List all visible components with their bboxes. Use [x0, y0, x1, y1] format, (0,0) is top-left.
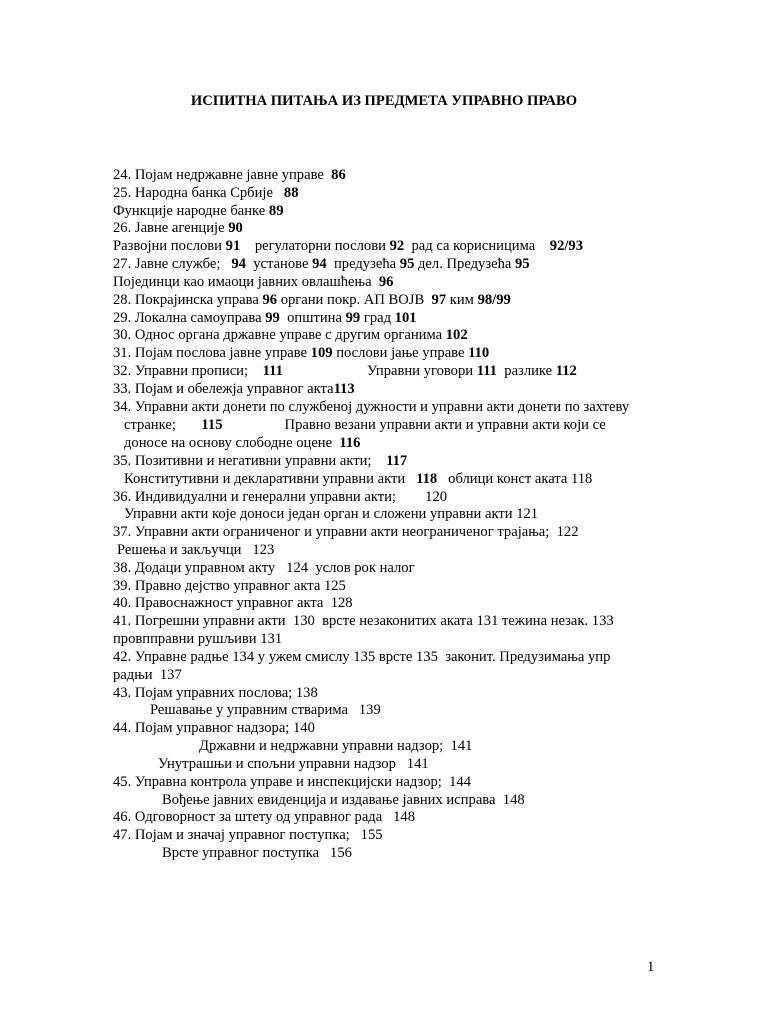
- question-line: [113, 523, 579, 541]
- page-reference: 118: [416, 471, 438, 487]
- page-reference: 94: [231, 256, 246, 272]
- question-text: 31. Појам послова јавне управе: [113, 345, 311, 361]
- page-reference: 111: [262, 363, 283, 379]
- question-text: Управни акти које доноси један орган и сложени управни акти 121: [124, 506, 539, 522]
- question-line: [113, 398, 629, 416]
- question-line: [113, 773, 471, 791]
- question-text: послови јање управе: [332, 345, 469, 361]
- page-reference: 90: [228, 220, 243, 236]
- page-reference: 111: [476, 363, 497, 379]
- question-line: [113, 166, 346, 184]
- page-reference: 97: [431, 292, 447, 308]
- question-text: 39. Правно дејство управног акта 125: [113, 578, 346, 594]
- page-reference: 99: [265, 310, 280, 326]
- question-text: регулаторни послови: [240, 238, 390, 254]
- page-reference: 92/93: [549, 238, 584, 254]
- question-text: 33. Појам и обележја управног акта: [113, 381, 334, 397]
- question-text: 37. Управни акти ограниченог и управни акти неограниченог трајања; 122: [113, 524, 579, 540]
- question-text: Вођење јавних евиденција и издавање јавних исправа 148: [162, 792, 525, 808]
- question-text: провпправни рушљиви 131: [113, 631, 283, 647]
- page-reference: 89: [268, 203, 284, 219]
- page-reference: 92: [389, 238, 405, 254]
- page-reference: 115: [201, 417, 223, 433]
- question-line: [113, 255, 530, 273]
- page-number: 1: [647, 959, 655, 975]
- question-line: [113, 344, 489, 362]
- question-line: [199, 737, 472, 755]
- question-text: 27. Јавне службе;: [113, 256, 232, 272]
- question-text: 34. Управни акти донети по службеној дужности и управни акти донети по захтеву: [113, 399, 630, 415]
- question-text: 47. Појам и значај управног поступка; 155: [113, 827, 383, 843]
- page-reference: 99: [345, 310, 361, 326]
- page-reference: 117: [386, 453, 408, 469]
- page-reference: 112: [555, 363, 577, 379]
- question-line: [113, 452, 407, 470]
- question-line: [150, 701, 381, 719]
- document-title: ИСПИТНА ПИТАЊА ИЗ ПРЕДМЕТА УПРАВНО ПРАВО: [190, 93, 578, 109]
- question-line: [117, 541, 274, 559]
- page-reference: 98/99: [477, 292, 511, 308]
- question-line: [124, 416, 606, 434]
- question-text: 24. Појам недржавне јавне управе: [113, 167, 332, 183]
- question-text: предузећа: [326, 256, 400, 272]
- question-text: 41. Погрешни управни акти 130 врсте незаконитих аката 131 тежина незак. 133: [113, 613, 614, 629]
- question-line: [113, 666, 182, 684]
- page-reference: 101: [394, 310, 417, 326]
- question-text: Унутрашњи и спољни управни надзор 141: [158, 756, 429, 772]
- question-text: 25. Народна банка Србије: [113, 185, 284, 201]
- page-reference: 110: [468, 345, 490, 361]
- question-line: [113, 291, 511, 309]
- question-text: Конститутивни и декларативни управни акти: [124, 471, 417, 487]
- question-line: [113, 612, 614, 630]
- question-text: Врсте управног поступка 156: [162, 845, 352, 861]
- question-line: [113, 719, 315, 737]
- question-line: [124, 434, 360, 452]
- question-line: [113, 273, 393, 291]
- page-reference: 86: [331, 167, 346, 183]
- question-text: рад са корисницима: [404, 238, 550, 254]
- question-line: [113, 219, 243, 237]
- question-text: 36. Индивидуални и генерални управни акти; 120: [113, 489, 448, 505]
- question-line: [162, 844, 352, 862]
- question-text: Развојни послови: [113, 238, 226, 254]
- question-text: разлике: [496, 363, 556, 379]
- page-reference: 96: [262, 292, 278, 308]
- question-text: 30. Однос органа државне управе с другим органима: [113, 327, 446, 343]
- page-reference: 94: [312, 256, 327, 272]
- question-line: [113, 577, 346, 595]
- question-text: Државни и недржавни управни надзор; 141: [199, 738, 473, 754]
- question-text: Појединци као имаоци јавних овлашћења: [113, 274, 379, 290]
- question-line: [124, 470, 592, 488]
- page-reference: 113: [333, 381, 355, 397]
- question-text: 29. Локална самоуправа: [113, 310, 266, 326]
- question-text: облици конст аката 118: [437, 471, 593, 487]
- page-reference: 91: [225, 238, 241, 254]
- question-line: [113, 684, 318, 702]
- page-reference: 88: [283, 185, 299, 201]
- question-line: [158, 755, 429, 773]
- page-reference: 96: [378, 274, 394, 290]
- question-text: Решења и закључци 123: [117, 542, 275, 558]
- question-text: град: [360, 310, 395, 326]
- question-text: општина: [279, 310, 346, 326]
- question-line: [113, 202, 284, 220]
- question-line: [113, 594, 353, 612]
- question-text: 44. Појам управног надзора; 140: [113, 720, 315, 736]
- page-reference: 95: [515, 256, 530, 272]
- question-text: 28. Покрајинска управа: [113, 292, 263, 308]
- question-text: органи покр. АП ВОЈВ: [277, 292, 432, 308]
- question-text: доносе на основу слободне оцене: [124, 435, 340, 451]
- question-text: 46. Одговорност за штету од управног рада 148: [113, 809, 416, 825]
- question-line: [113, 488, 447, 506]
- page-reference: 116: [339, 435, 361, 451]
- page-reference: 109: [310, 345, 333, 361]
- question-line: [124, 505, 538, 523]
- question-text: 32. Управни прописи;: [113, 363, 263, 379]
- question-text: радњи 137: [113, 667, 182, 683]
- question-line: [113, 826, 383, 844]
- page-reference: 102: [445, 327, 468, 343]
- question-text: 26. Јавне агенције: [113, 220, 229, 236]
- question-text: Решавање у управним стварима 139: [150, 702, 381, 718]
- question-line: [162, 791, 525, 809]
- question-text: установе: [245, 256, 313, 272]
- question-text: 40. Правоснажност управног акта 128: [113, 595, 353, 611]
- question-line: [113, 184, 299, 202]
- question-text: ким: [446, 292, 478, 308]
- question-line: [113, 630, 282, 648]
- question-text: 35. Позитивни и негативни управни акти;: [113, 453, 387, 469]
- page-reference: 95: [399, 256, 415, 272]
- question-text: 45. Управна контрола управе и инспекцијски надзор; 144: [113, 774, 472, 790]
- question-line: [113, 648, 610, 666]
- question-line: [113, 808, 415, 826]
- question-text: 38. Додаци управном акту 124 услов рок налог: [113, 560, 415, 576]
- question-text: Управни уговори: [282, 363, 477, 379]
- question-text: Функције народне банке: [113, 203, 269, 219]
- question-text: 42. Управне радње 134 у ужем смислу 135 врсте 135 законит. Предузимања упр: [113, 649, 611, 665]
- question-text: Правно везани управни акти и управни акти који се: [222, 417, 606, 433]
- question-line: [113, 237, 583, 255]
- question-line: [113, 362, 577, 380]
- question-line: [113, 559, 415, 577]
- question-text: странке;: [124, 417, 202, 433]
- question-line: [113, 380, 355, 398]
- question-line: [113, 309, 417, 327]
- question-text: 43. Појам управних послова; 138: [113, 685, 318, 701]
- question-text: дел. Предузећа: [414, 256, 515, 272]
- question-line: [113, 326, 468, 344]
